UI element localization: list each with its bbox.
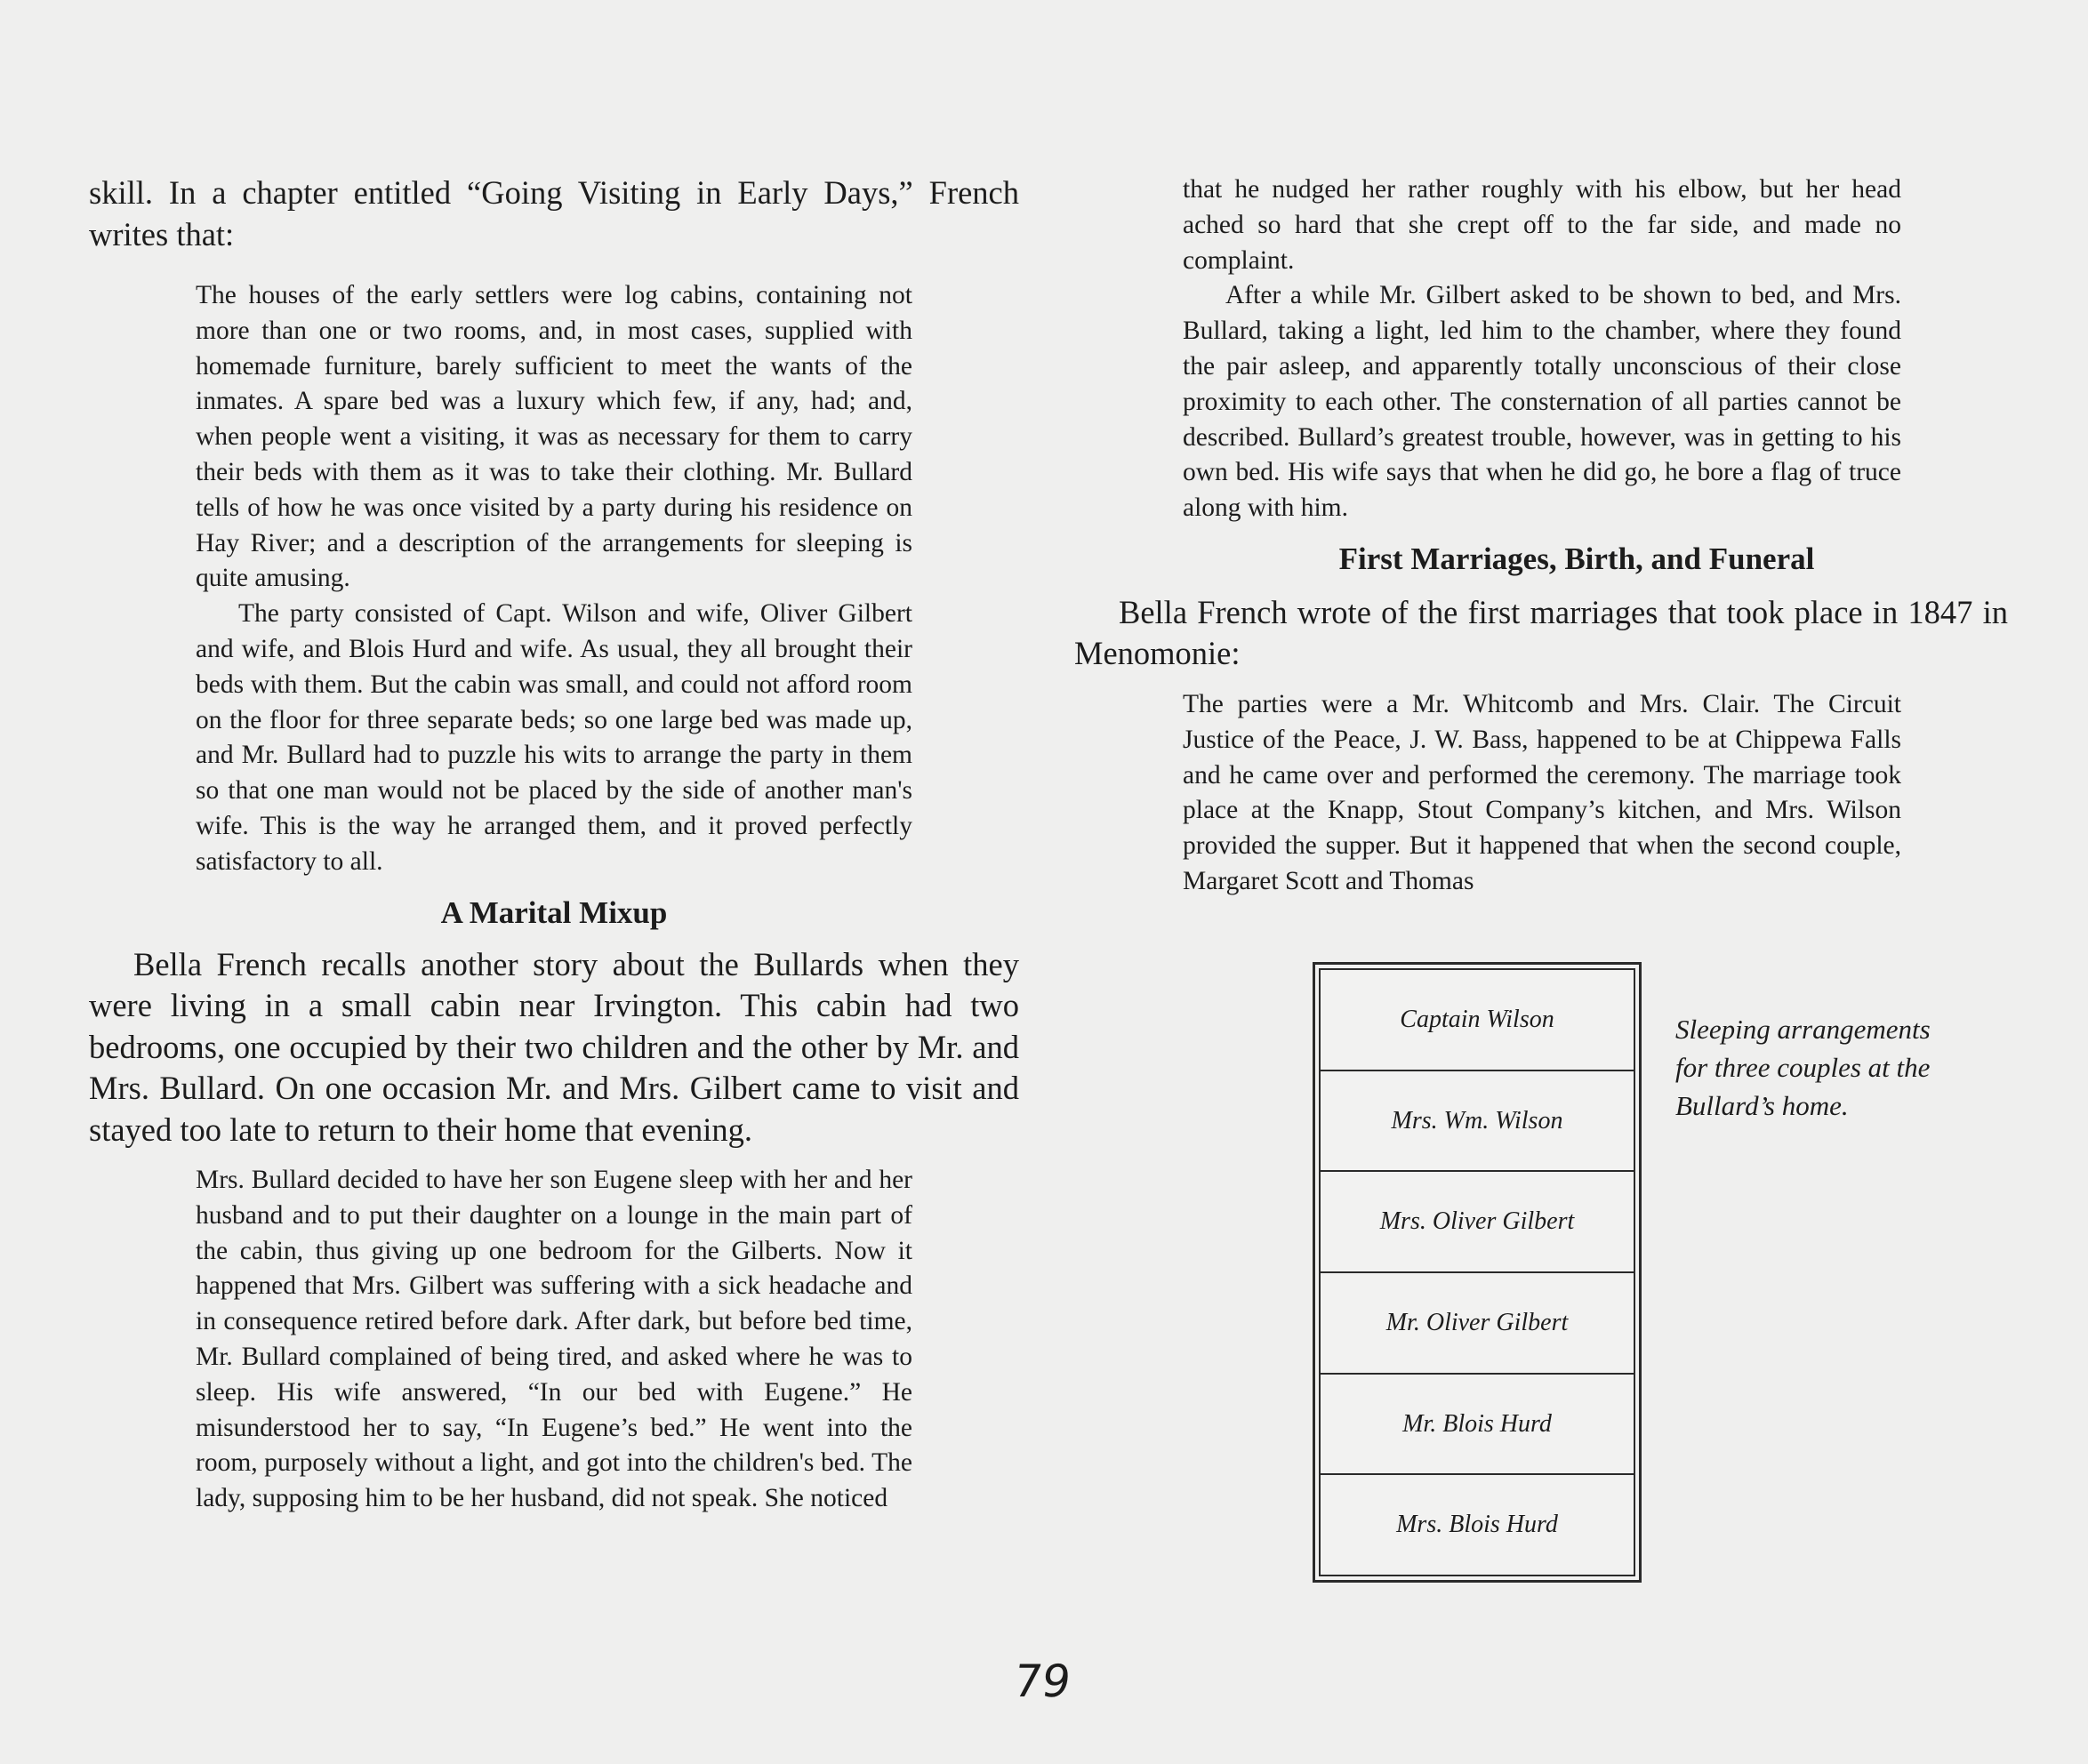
block-quote-first-marriage bbox=[1183, 687, 1901, 900]
page-number: 79 bbox=[1009, 1656, 1074, 1707]
bed-arrangement-diagram bbox=[1313, 962, 1642, 1583]
left-column bbox=[89, 172, 1019, 1517]
bed-slot: Mrs. Oliver Gilbert bbox=[1321, 1172, 1634, 1273]
quote-paragraph: Mrs. Bullard decided to have her son Eugene sleep with her and her husband and to put their daughter on a lounge in the main part of the cabin, thus giving up one bedroom for the Gilberts. Now it happened that Mrs. Gilbert was suffering with a sick headache and in consequence retired before dark. After dark, but before bed time, Mr. Bullard complained of being tired, and asked where he was to sleep. His wife answered, “In our bed with Eugene.” He misunderstood her to say, “In Eugene’s bed.” He went into the room, purposely without a light, and got into the children's bed. The lady, supposing him to be her husband, did not speak. She noticed bbox=[196, 1166, 912, 1513]
section-heading-marital-mixup: A Marital Mixup bbox=[440, 894, 668, 930]
section-heading-first-marriages: First Marriages, Birth, and Funeral bbox=[1338, 541, 1815, 576]
bed-slot: Mr. Blois Hurd bbox=[1321, 1375, 1634, 1476]
block-quote-bullard-story bbox=[196, 1163, 912, 1517]
quote-paragraph: After a while Mr. Gilbert asked to be shown to bed, and Mrs. Bullard, taking a light, led him to the chamber, where they found the pair asleep, and apparently totally unconscious of their close proximity to each other. The consternation of all parties cannot be described. Bullard’s greatest trouble, however, was in getting to his own bed. His wife says that when he did go, he bore a flag of truce along with him. bbox=[1183, 281, 1901, 523]
diagram-caption: Sleeping arrangements for three couples at the Bullard’s home. bbox=[1675, 1014, 1931, 1121]
quote-paragraph: that he nudged her rather roughly with his elbow, but her head ached so hard that she crept off to the far side, and made no complaint. bbox=[1183, 175, 1901, 275]
body-paragraph: Bella French recalls another story about the Bullards when they were living in a small cabin near Irvington. This cabin had two bedrooms, one occupied by their two children and the other by Mr. and Mrs. Bullard. On one occasion Mr. and Mrs. Gilbert came to visit and stayed too late to return to their home that evening. bbox=[89, 945, 1019, 1148]
bed-slot: Captain Wilson bbox=[1321, 970, 1634, 1071]
intro-paragraph: skill. In a chapter entitled “Going Visiting in Early Days,” French writes that: bbox=[89, 174, 1019, 253]
bed-slot: Mrs. Wm. Wilson bbox=[1321, 1071, 1634, 1173]
body-paragraph: Bella French wrote of the first marriages that took place in 1847 in Menomonie: bbox=[1074, 593, 2008, 672]
block-quote-going-visiting bbox=[196, 278, 912, 880]
bed-slot: Mr. Oliver Gilbert bbox=[1321, 1273, 1634, 1375]
quote-paragraph: The party consisted of Capt. Wilson and wife, Oliver Gilbert and wife, and Blois Hurd and wife. As usual, they all brought their beds with them. But the cabin was small, and could not afford room on the floor for three separate beds; so one large bed was made up, and Mr. Bullard had to puzzle his wits to arrange the party in them so that one man would not be placed by the side of another man's wife. This is the way he arranged them, and it proved perfectly satisfactory to all. bbox=[196, 599, 912, 876]
right-column bbox=[1074, 172, 2008, 900]
bed-slot: Mrs. Blois Hurd bbox=[1396, 1511, 1558, 1539]
quote-paragraph: The houses of the early settlers were log cabins, containing not more than one or two rooms, and, in most cases, supplied with homemade furniture, barely sufficient to meet the wants of the inmates. A spare bed was a luxury which few, if any, had; and, when people went a visiting, it was as necessary for them to carry their beds with them as it was to take their clothing. Mr. Bullard tells of how he was once visited by a party during his residence on Hay River; and a description of the arrangements for sleeping is quite amusing. bbox=[196, 281, 912, 593]
block-quote-continued bbox=[1183, 172, 1901, 526]
quote-paragraph: The parties were a Mr. Whitcomb and Mrs. Clair. The Circuit Justice of the Peace, J. W. Bass, happened to be at Chippewa Falls and he came over and performed the ceremony. The marriage took place at the Knapp, Stout Company’s kitchen, and Mrs. Wilson provided the supper. But it happened that when the second couple, Margaret Scott and Thomas bbox=[1183, 689, 1901, 895]
